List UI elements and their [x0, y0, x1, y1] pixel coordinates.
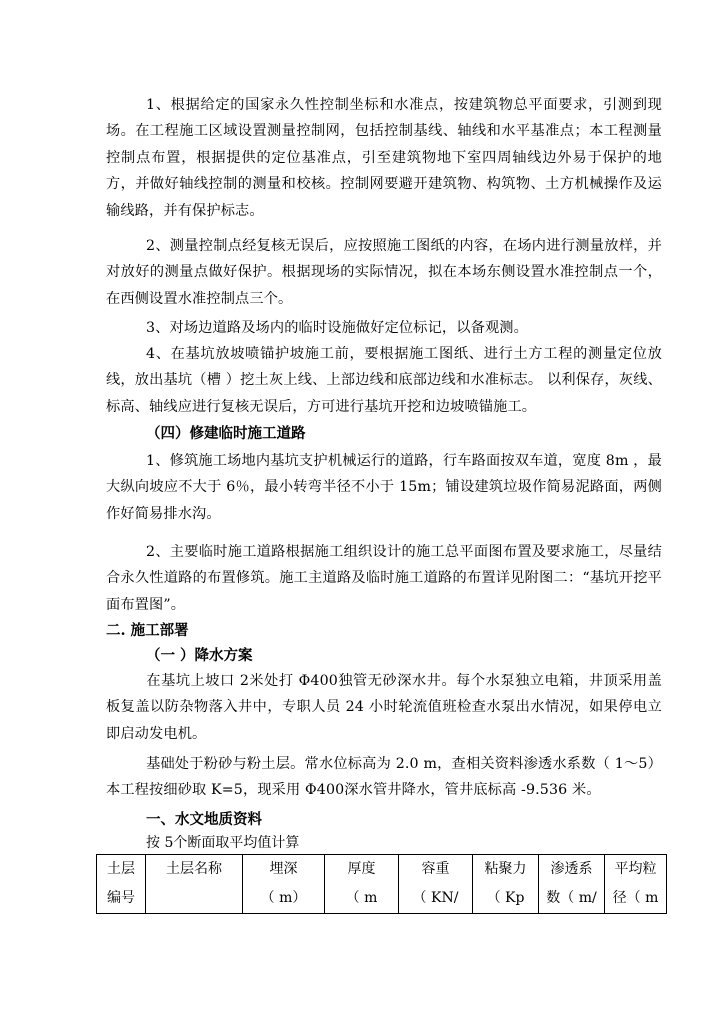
header-cell: 厚度	[325, 855, 399, 885]
paragraph-positioning-marks: 3、对场边道路及场内的临时设施做好定位标记，以备观测。	[146, 320, 528, 336]
paragraph-road-layout: 2、主要临时施工道路根据施工组织设计的施工总平面图布置及要求施工，尽量结合永久性道路的布置修筑。施工主道路及临时施工道路的布置详见附图二：“基坑开挖平面布置图”。	[106, 544, 662, 613]
heading-temporary-roads: （四）修建临时施工道路	[146, 425, 306, 442]
table-header-row-2	[97, 884, 667, 914]
header-cell	[146, 884, 243, 914]
heading-construction-deployment: 二. 施工部署	[106, 622, 189, 639]
paragraph-road-construction: 1、修筑施工场地内基坑支护机械运行的道路，行车路面按双车道，宽度 8m ，最大纵向坡应不大于 6％，最小转弯半径不小于 15m；铺设建筑垃圾作简易泥路面，两侧作好简易排水沟。	[106, 453, 662, 522]
header-cell: 粘聚力	[473, 855, 539, 885]
header-cell: （ KN/	[399, 884, 473, 914]
header-cell: 容重	[399, 855, 473, 885]
header-cell: 编号	[97, 884, 146, 914]
header-cell: 平均粒	[605, 855, 667, 885]
header-cell: 土层名称	[146, 855, 243, 885]
header-cell: 渗透系	[539, 855, 605, 885]
paragraph-control-point-check: 2、测量控制点经复核无误后，应按照施工图纸的内容，在场内进行测量放样，并对放好的测量点做好保护。根据现场的实际情况，拟在本场东侧设置水准控制点一个，在西侧设置水准控制点三个。	[106, 238, 662, 307]
header-cell: （ m	[325, 884, 399, 914]
table-caption: 按 5个断面取平均值计算	[146, 835, 300, 851]
header-cell: （ Kp	[473, 884, 539, 914]
paragraph-slope-setting-out: 4、在基坑放坡喷锚护坡施工前，要根据施工图纸、进行土方工程的测量定位放线，放出基坑（槽 ）挖土灰上线、上部边线和底部边线和水准标志。 以利保存，灰线、标高、轴线应进行复核无误后，方可进行基坑开挖和边坡喷锚施工。	[106, 346, 662, 415]
header-cell: 土层	[97, 855, 146, 885]
table-header-row-1	[97, 855, 667, 885]
soil-parameter-table	[96, 854, 667, 914]
heading-hydrogeology: 一、水文地质资料	[146, 811, 262, 828]
header-cell: （ m）	[243, 884, 325, 914]
header-cell: 径（ m	[605, 884, 667, 914]
paragraph-foundation-soil: 基础处于粉砂与粉土层。常水位标高为 2.0 m，查相关资料渗透水系数（ 1～5）本工程按细砂取 K=5，现采用 Φ400深水管井降水，管井底标高 -9.536 米。	[106, 756, 662, 799]
heading-dewatering-plan: （一 ）降水方案	[146, 647, 253, 664]
header-cell: 数（ m/	[539, 884, 605, 914]
header-cell: 埋深	[243, 855, 325, 885]
paragraph-survey-control: 1、根据给定的国家永久性控制坐标和水准点，按建筑物总平面要求，引测到现场。在工程施工区域设置测量控制网，包括控制基线、轴线和水平基准点；本工程测量控制点布置，根据提供的定位基准点，引至建筑物地下室四周轴线边外易于保护的地方，并做好轴线控制的测量和校核。控制网要避开建筑物、构筑物、土方机械操作及运输线路，并有保护标志。	[106, 97, 662, 219]
paragraph-well-drilling: 在基坑上坡口 2米处打 Φ400独管无砂深水井。每个水泵独立电箱，井顶采用盖板复盖以防杂物落入井中，专职人员 24 小时轮流值班检查水泵出水情况，如果停电立即启动发电机。	[106, 673, 662, 742]
